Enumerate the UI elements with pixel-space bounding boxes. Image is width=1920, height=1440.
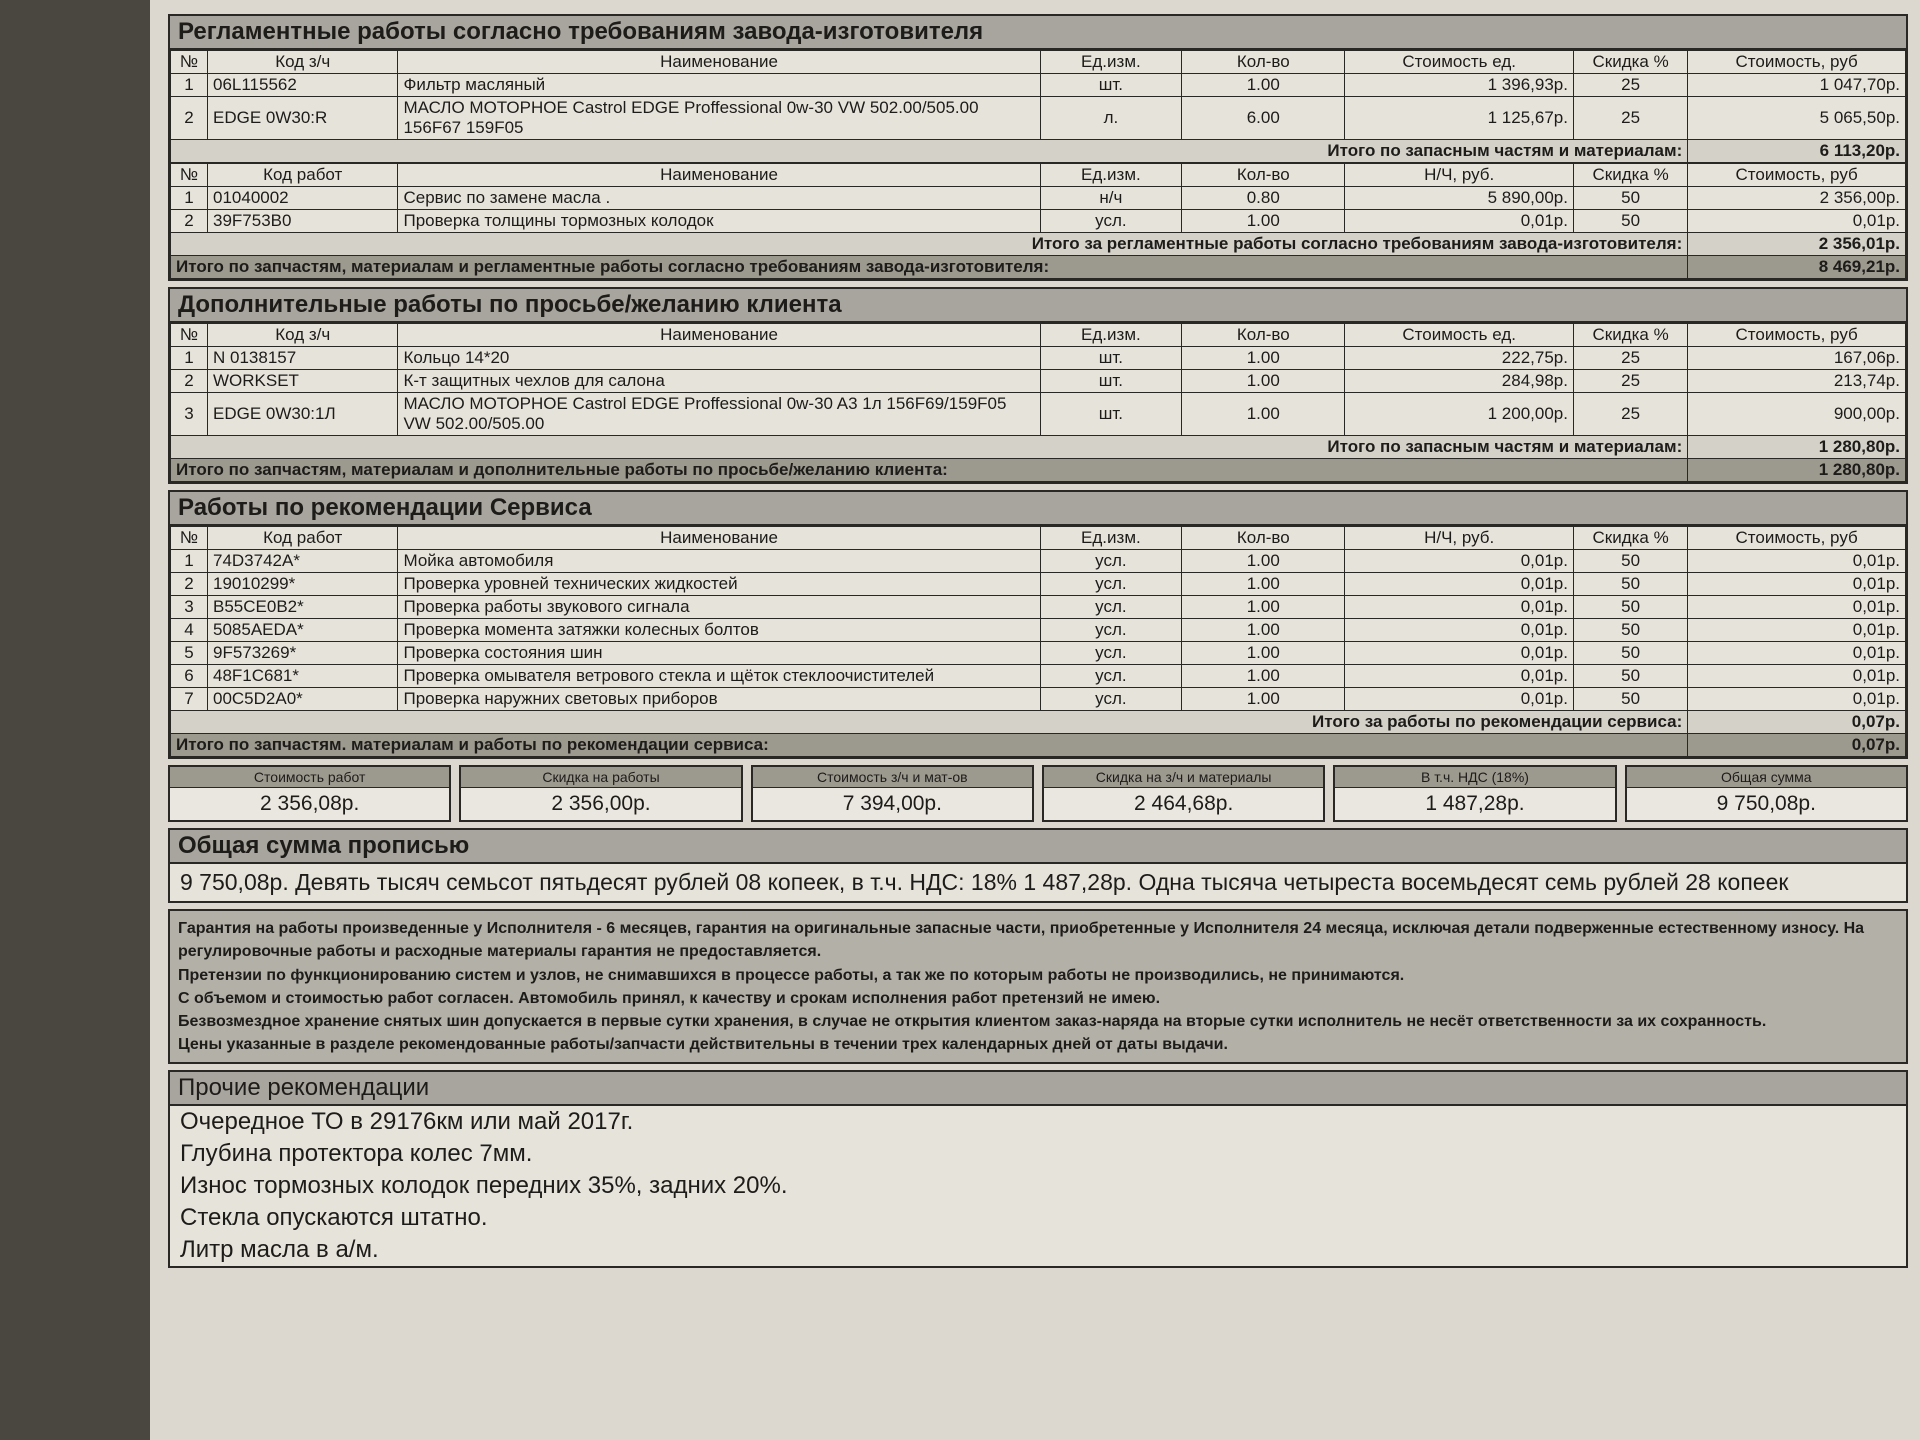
section-title: Дополнительные работы по просьбе/желанию клиента bbox=[170, 289, 1906, 323]
table-row: 3 EDGE 0W30:1Л МАСЛО МОТОРНОЕ Castrol EDGE Proffessional 0w-30 A3 1л 156F69/159F05 VW 502.00/505.00 шт. 1.00 1 200,00р. 25 900,00р. bbox=[171, 393, 1906, 436]
amount-words-text: 9 750,08р. Девять тысяч семьсот пятьдесят рублей 08 копеек, в т.ч. НДС: 18% 1 487,28р. Одна тысяча четыреста восемьдесят семь рублей 28 копеек bbox=[180, 869, 1789, 895]
terms-line: Гарантия на работы произведенные у Исполнителя - 6 месяцев, гарантия на оригинальные запасные части, приобретенные у Исполнителя 24 месяца, исключая детали подверженные естественному износу. На регулировочные работы и расходные материалы гарантия не предоставляется. bbox=[178, 920, 1865, 961]
recommend-section bbox=[168, 490, 1908, 759]
warranty-terms bbox=[168, 909, 1908, 1064]
extra-section bbox=[168, 287, 1908, 484]
terms-line: Безвозмездное хранение снятых шин допускается в первые сутки хранения, в случае не открытия клиентом заказ-наряда на вторые сутки исполнитель не несёт ответственности за их сохранность. bbox=[178, 1013, 1767, 1031]
work-order bbox=[168, 14, 1908, 1268]
summary-box-vat: В т.ч. НДС (18%) 1 487,28р. bbox=[1333, 765, 1616, 822]
table-row: 1 06L115562 Фильтр масляный шт. 1.00 1 396,93р. 25 1 047,70р. bbox=[171, 74, 1906, 97]
table-row: 2 19010299* Проверка уровней технических жидкостей усл. 1.00 0,01р. 50 0,01р. bbox=[171, 573, 1906, 596]
summary-box-parts-cost: Стоимость з/ч и мат-ов 7 394,00р. bbox=[751, 765, 1034, 822]
other-recommendations bbox=[168, 1070, 1908, 1268]
extra-table bbox=[170, 323, 1906, 482]
section-title: Прочие рекомендации bbox=[170, 1072, 1906, 1106]
table-header: № Код з/ч Наименование Ед.изм. Кол-во Стоимость ед. Скидка % Стоимость, руб bbox=[171, 51, 1906, 74]
recommendation-line: Износ тормозных колодок передних 35%, задних 20%. bbox=[180, 1172, 788, 1200]
table-row: 4 5085AEDA* Проверка момента затяжки колесных болтов усл. 1.00 0,01р. 50 0,01р. bbox=[171, 619, 1906, 642]
recommendation-line: Глубина протектора колес 7мм. bbox=[180, 1140, 533, 1168]
terms-line: Цены указанные в разделе рекомендованные работы/запчасти действительны в течении трех календарных дней от даты выдачи. bbox=[178, 1036, 1228, 1054]
summary-box-works-cost: Стоимость работ 2 356,08р. bbox=[168, 765, 451, 822]
terms-line: Претензии по функционированию систем и узлов, не снимавшихся в процессе работы, а так же по которым работы не производились, не принимаются. bbox=[178, 966, 1405, 984]
table-row: 1 N 0138157 Кольцо 14*20 шт. 1.00 222,75р. 25 167,06р. bbox=[171, 347, 1906, 370]
total-row: Итого по запчастям. материалам и работы по рекомендации сервиса: 0,07р. bbox=[171, 734, 1906, 757]
subtotal-row: Итого за регламентные работы согласно требованиям завода-изготовителя: 2 356,01р. bbox=[171, 233, 1906, 256]
summary-totals bbox=[168, 765, 1908, 822]
table-row: 7 00C5D2A0* Проверка наружних световых приборов усл. 1.00 0,01р. 50 0,01р. bbox=[171, 688, 1906, 711]
subtotal-row: Итого по запасным частям и материалам: 1 280,80р. bbox=[171, 436, 1906, 459]
summary-box-works-discount: Скидка на работы 2 356,00р. bbox=[459, 765, 742, 822]
summary-box-total: Общая сумма 9 750,08р. bbox=[1625, 765, 1908, 822]
reglament-section bbox=[168, 14, 1908, 281]
table-row: 1 74D3742A* Мойка автомобиля усл. 1.00 0,01р. 50 0,01р. bbox=[171, 550, 1906, 573]
document-sheet bbox=[150, 0, 1920, 1440]
subtotal-row: Итого по запасным частям и материалам: 6 113,20р. bbox=[171, 140, 1906, 163]
amount-in-words bbox=[168, 828, 1908, 903]
section-title: Общая сумма прописью bbox=[170, 830, 1906, 864]
recommendation-line: Литр масла в а/м. bbox=[180, 1236, 379, 1264]
table-header: № Код работ Наименование Ед.изм. Кол-во Н/Ч, руб. Скидка % Стоимость, руб bbox=[171, 164, 1906, 187]
table-row: 5 9F573269* Проверка состояния шин усл. 1.00 0,01р. 50 0,01р. bbox=[171, 642, 1906, 665]
table-header: № Код работ Наименование Ед.изм. Кол-во Н/Ч, руб. Скидка % Стоимость, руб bbox=[171, 527, 1906, 550]
summary-box-parts-discount: Скидка на з/ч и материалы 2 464,68р. bbox=[1042, 765, 1325, 822]
table-row: 3 B55CE0B2* Проверка работы звукового сигнала усл. 1.00 0,01р. 50 0,01р. bbox=[171, 596, 1906, 619]
table-row: 6 48F1C681* Проверка омывателя ветрового стекла и щёток стеклоочистителей усл. 1.00 0,01р. 50 0,01р. bbox=[171, 665, 1906, 688]
table-header: № Код з/ч Наименование Ед.изм. Кол-во Стоимость ед. Скидка % Стоимость, руб bbox=[171, 324, 1906, 347]
recommendation-line: Очередное ТО в 29176км или май 2017г. bbox=[180, 1108, 634, 1136]
table-row: 2 EDGE 0W30:R МАСЛО МОТОРНОЕ Castrol EDGE Proffessional 0w-30 VW 502.00/505.00 156F67 159F05 л. 6.00 1 125,67р. 25 5 065,50р. bbox=[171, 97, 1906, 140]
recommendation-line: Стекла опускаются штатно. bbox=[180, 1204, 488, 1232]
reglament-works-table bbox=[170, 163, 1906, 279]
table-row: 1 01040002 Сервис по замене масла . н/ч 0.80 5 890,00р. 50 2 356,00р. bbox=[171, 187, 1906, 210]
section-title: Работы по рекомендации Сервиса bbox=[170, 492, 1906, 526]
reglament-parts-table bbox=[170, 50, 1906, 163]
terms-line: С объемом и стоимостью работ согласен. Автомобиль принял, к качеству и срокам исполнения работ претензий не имею. bbox=[178, 989, 1161, 1007]
total-row: Итого по запчастям, материалам и регламентные работы согласно требованиям завода-изготовителя: 8 469,21р. bbox=[171, 256, 1906, 279]
table-row: 2 39F753B0 Проверка толщины тормозных колодок усл. 1.00 0,01р. 50 0,01р. bbox=[171, 210, 1906, 233]
section-title: Регламентные работы согласно требованиям завода-изготовителя bbox=[170, 16, 1906, 50]
recommend-table bbox=[170, 526, 1906, 757]
total-row: Итого по запчастям, материалам и дополнительные работы по просьбе/желанию клиента: 1 280,80р. bbox=[171, 459, 1906, 482]
table-row: 2 WORKSET К-т защитных чехлов для салона шт. 1.00 284,98р. 25 213,74р. bbox=[171, 370, 1906, 393]
subtotal-row: Итого за работы по рекомендации сервиса: 0,07р. bbox=[171, 711, 1906, 734]
